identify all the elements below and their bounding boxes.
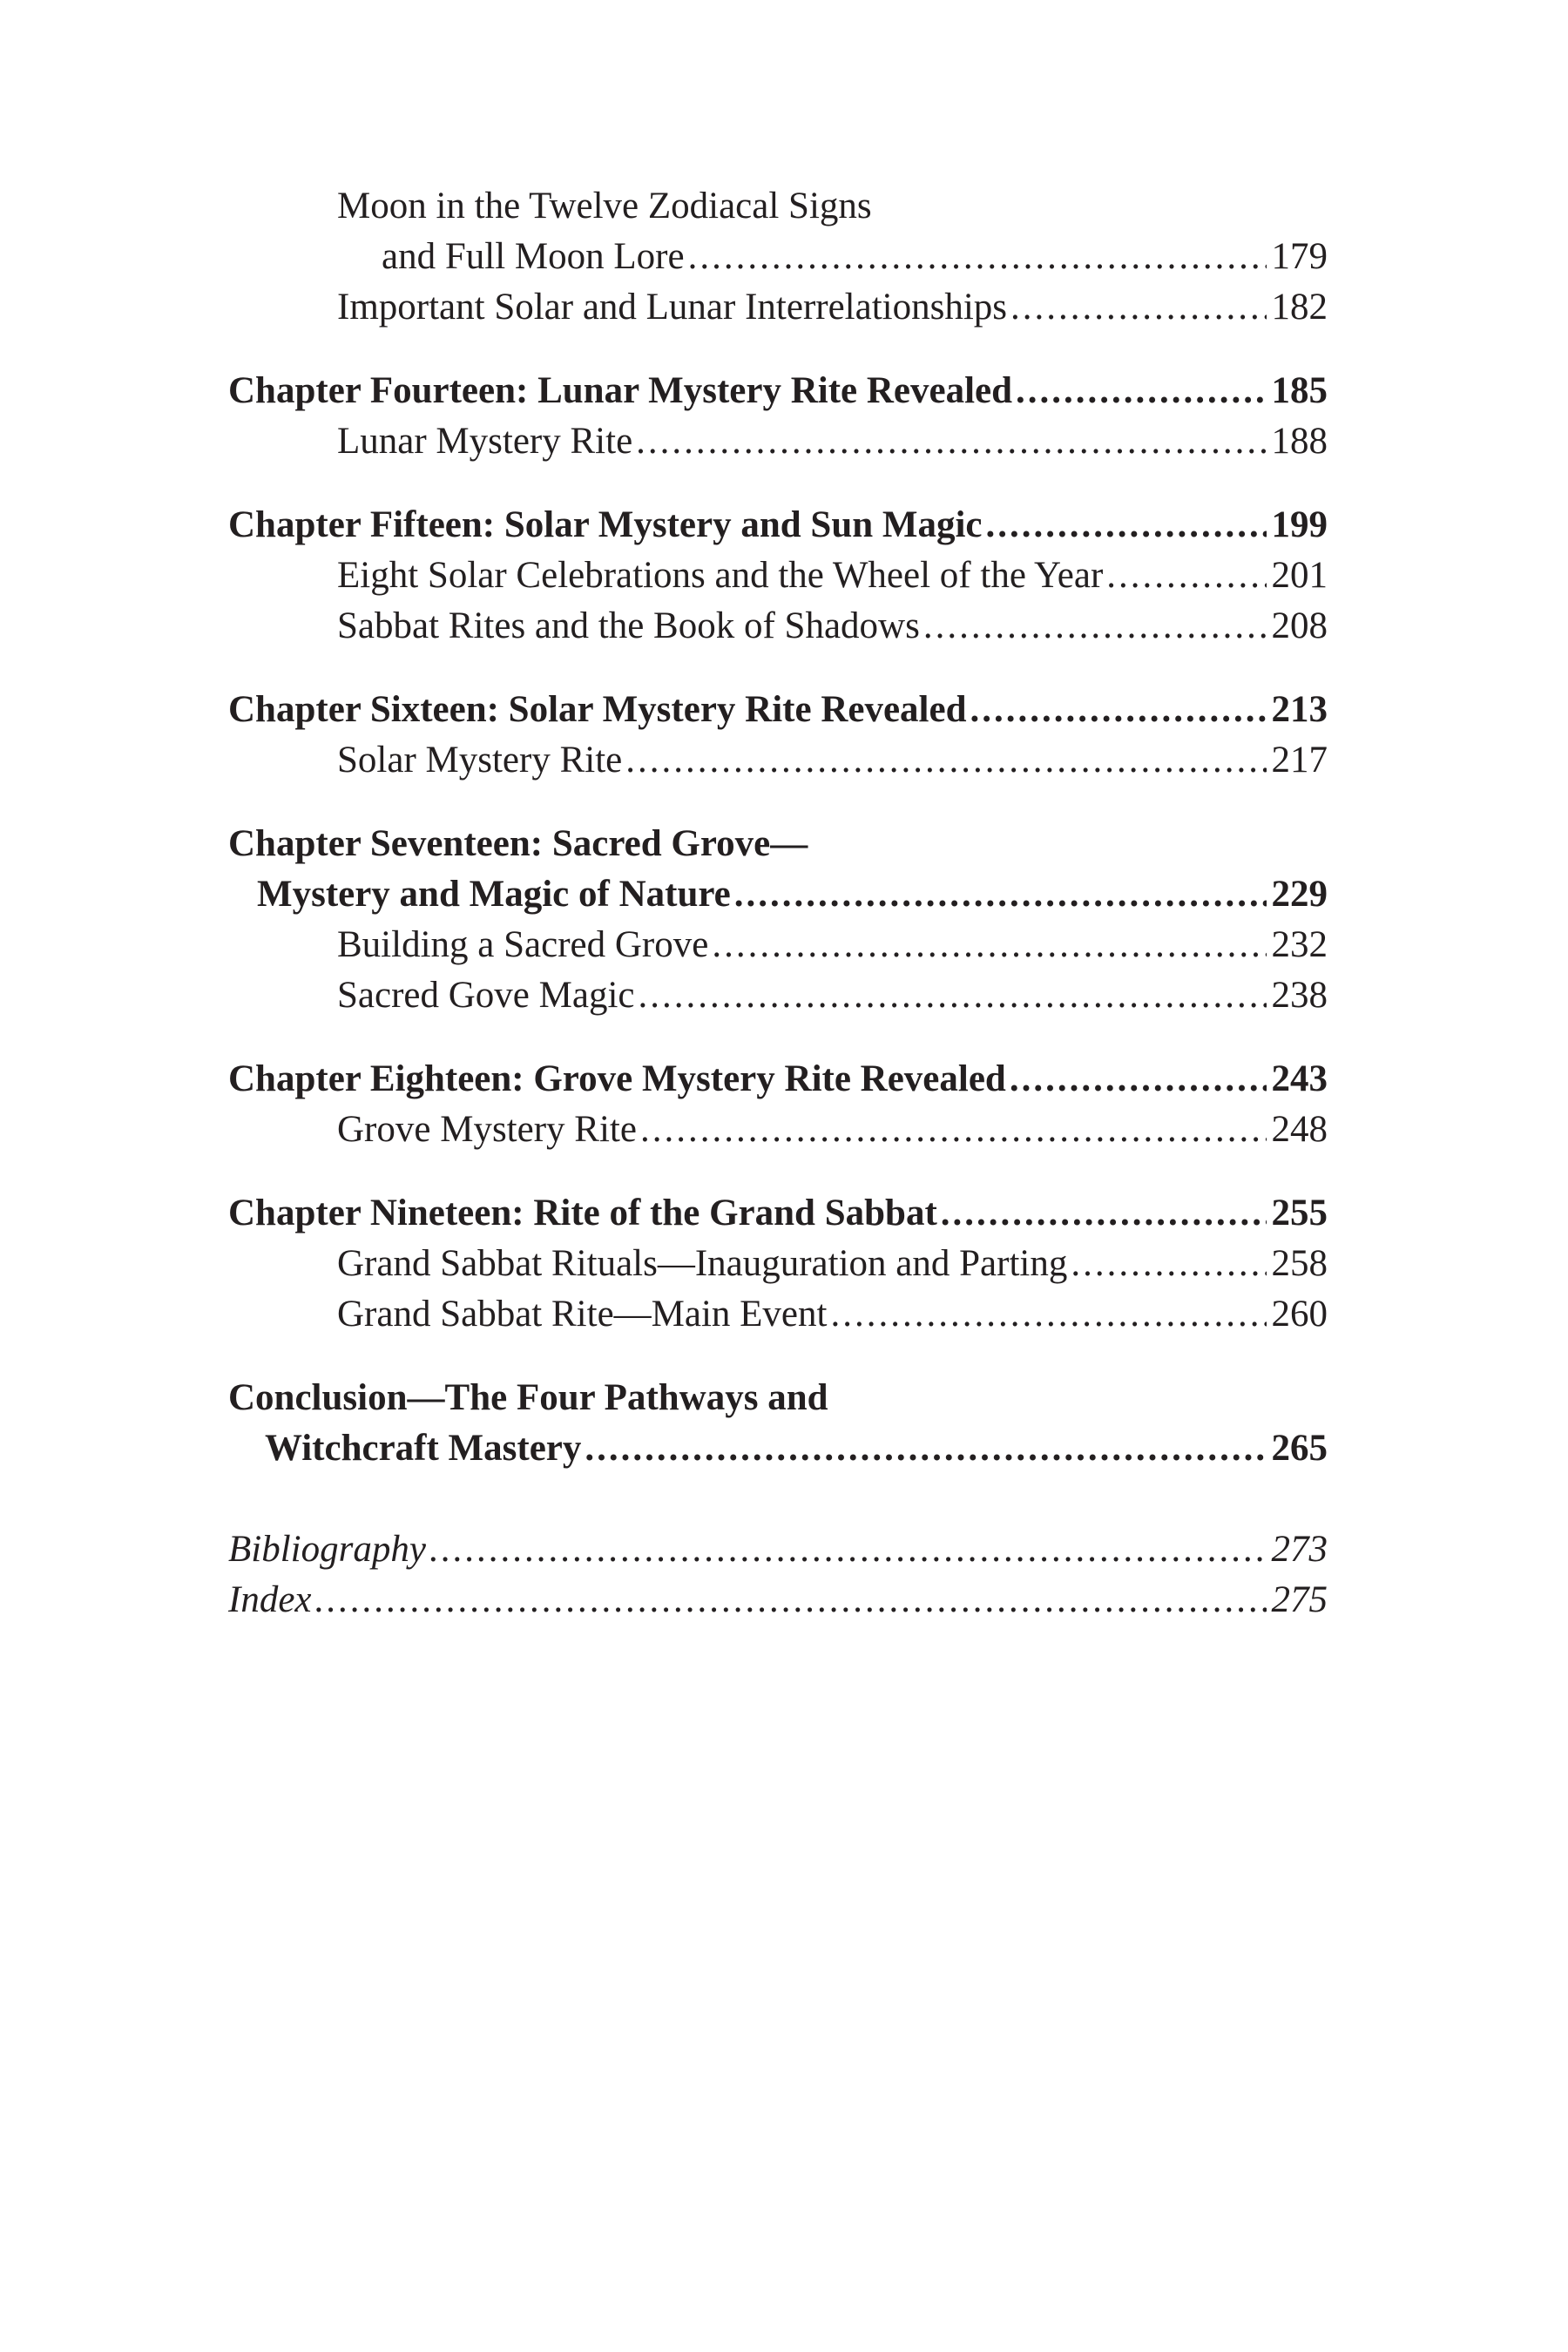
page-number: 229 [1271, 874, 1328, 915]
dot-leader [923, 601, 1267, 652]
dot-leader [625, 735, 1266, 786]
dot-leader [1071, 1239, 1266, 1289]
dot-leader [585, 1423, 1266, 1474]
page-number: 179 [1271, 236, 1328, 277]
page-number: 199 [1271, 504, 1328, 545]
toc-entry-title: Eight Solar Celebrations and the Wheel of the Year [337, 555, 1104, 596]
dot-leader [1010, 1054, 1267, 1105]
toc-entry-gove-magic[interactable] [228, 970, 1328, 1021]
toc-entry-grove-rite[interactable] [228, 1105, 1328, 1155]
dot-leader [315, 1575, 1267, 1625]
toc-entry-title: Lunar Mystery Rite [337, 421, 633, 462]
toc-entry-title: Building a Sacred Grove [337, 924, 709, 965]
dot-leader [1016, 366, 1266, 416]
page-number: 238 [1271, 975, 1328, 1016]
toc-entry-grand-rite[interactable] [228, 1289, 1328, 1340]
chapter-title: Chapter Sixteen: Solar Mystery Rite Revealed [228, 689, 967, 730]
toc-entry-lunar-rite[interactable] [228, 416, 1328, 467]
toc-entry-building-grove[interactable] [228, 920, 1328, 970]
toc-chapter-15[interactable] [228, 500, 1328, 551]
toc-entry-moon-line1 [228, 181, 1328, 232]
chapter-title: Conclusion—The Four Pathways and [228, 1377, 828, 1418]
toc-conclusion[interactable] [228, 1423, 1328, 1474]
chapter-title: Chapter Nineteen: Rite of the Grand Sabbat [228, 1193, 937, 1233]
toc-entry-title: Grove Mystery Rite [337, 1109, 637, 1150]
toc-entry-solar-rite[interactable] [228, 735, 1328, 786]
page-number: 213 [1271, 689, 1328, 730]
page-number: 258 [1271, 1243, 1328, 1284]
toc-entry-title: Sabbat Rites and the Book of Shadows [337, 605, 920, 646]
dot-leader [638, 970, 1266, 1021]
dot-leader [429, 1524, 1267, 1575]
toc-entry-solar-lunar[interactable] [228, 282, 1328, 333]
dot-leader [688, 232, 1267, 282]
page-number: 248 [1271, 1109, 1328, 1150]
chapter-title: Mystery and Magic of Nature [257, 874, 731, 915]
toc-entry-title: Index [228, 1579, 312, 1620]
toc-chapter-17-line1 [228, 819, 1328, 869]
toc-entry-eight-solar[interactable] [228, 551, 1328, 601]
page-number: 232 [1271, 924, 1328, 965]
toc-entry-grand-rituals[interactable] [228, 1239, 1328, 1289]
dot-leader [1106, 551, 1266, 601]
dot-leader [970, 685, 1267, 735]
page-number: 255 [1271, 1193, 1328, 1233]
chapter-title: Chapter Seventeen: Sacred Grove— [228, 823, 808, 864]
toc-entry-title: Sacred Gove Magic [337, 975, 635, 1016]
toc-index[interactable] [228, 1575, 1328, 1625]
toc-bibliography[interactable] [228, 1524, 1328, 1575]
page-number: 208 [1271, 605, 1328, 646]
table-of-contents [228, 181, 1328, 1625]
toc-chapter-14[interactable] [228, 366, 1328, 416]
toc-entry-moon[interactable] [228, 232, 1328, 282]
toc-chapter-17[interactable] [228, 869, 1328, 920]
toc-entry-sabbat-rites[interactable] [228, 601, 1328, 652]
toc-entry-title: and Full Moon Lore [382, 236, 685, 277]
page-number: 273 [1271, 1529, 1328, 1570]
toc-chapter-18[interactable] [228, 1054, 1328, 1105]
toc-chapter-16[interactable] [228, 685, 1328, 735]
toc-entry-title: Bibliography [228, 1529, 426, 1570]
page-number: 182 [1271, 287, 1328, 328]
page-number: 188 [1271, 421, 1328, 462]
toc-entry-title: Grand Sabbat Rituals—Inauguration and Parting [337, 1243, 1068, 1284]
dot-leader [1010, 282, 1266, 333]
toc-entry-title: Important Solar and Lunar Interrelationships [337, 287, 1008, 328]
dot-leader [640, 1105, 1267, 1155]
page-number: 185 [1271, 370, 1328, 411]
toc-entry-title: Moon in the Twelve Zodiacal Signs [337, 186, 872, 226]
page-number: 201 [1271, 555, 1328, 596]
chapter-title: Chapter Fifteen: Solar Mystery and Sun Magic [228, 504, 983, 545]
toc-chapter-19[interactable] [228, 1188, 1328, 1239]
dot-leader [734, 869, 1267, 920]
chapter-title: Chapter Fourteen: Lunar Mystery Rite Revealed [228, 370, 1013, 411]
toc-entry-title: Grand Sabbat Rite—Main Event [337, 1294, 828, 1335]
dot-leader [941, 1188, 1267, 1239]
page-number: 260 [1271, 1294, 1328, 1335]
page-number: 217 [1271, 740, 1328, 781]
page-number: 275 [1271, 1579, 1328, 1620]
toc-entry-title: Solar Mystery Rite [337, 740, 623, 781]
dot-leader [830, 1289, 1266, 1340]
dot-leader [986, 500, 1267, 551]
page-number: 243 [1271, 1058, 1328, 1099]
page-number: 265 [1271, 1428, 1328, 1469]
chapter-title: Witchcraft Mastery [265, 1428, 582, 1469]
toc-conclusion-line1 [228, 1373, 1328, 1423]
dot-leader [636, 416, 1266, 467]
chapter-title: Chapter Eighteen: Grove Mystery Rite Revealed [228, 1058, 1006, 1099]
dot-leader [712, 920, 1266, 970]
